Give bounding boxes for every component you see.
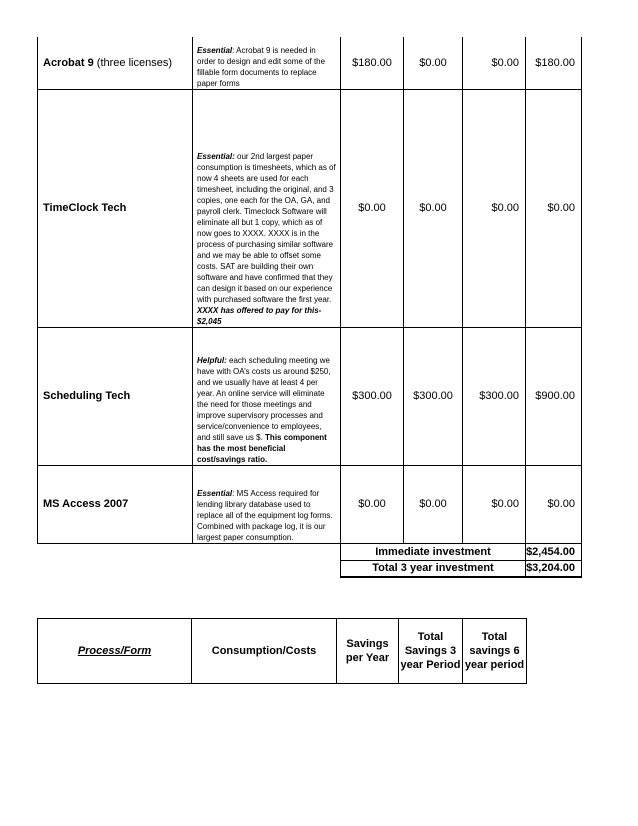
item-value: $0.00	[463, 89, 526, 327]
item-value: $180.00	[526, 37, 582, 89]
summary-row	[38, 543, 582, 560]
table-row	[38, 327, 582, 465]
header-savings-per-year: Savings per Year	[337, 619, 399, 684]
header-total-savings-3yr: Total Savings 3 year Period	[399, 619, 463, 684]
item-name: Acrobat 9 (three licenses)	[38, 37, 193, 89]
table-row	[38, 89, 582, 327]
three-year-investment-label: Total 3 year investment	[341, 560, 526, 577]
item-value: $300.00	[463, 327, 526, 465]
table-row	[38, 37, 582, 89]
immediate-investment-value: $2,454.00	[526, 543, 582, 560]
header-consumption-costs: Consumption/Costs	[192, 619, 337, 684]
table-row	[38, 465, 582, 543]
item-description: Helpful: each scheduling meeting we have with OA’s costs us around $250, and we usually have at least 4 per year. An online service will eliminate the need for those meetings and improve supervisory processes and service/convenience to employees, and still save us $. This component has the most beneficial cost/savings ratio.	[193, 327, 341, 465]
item-value: $0.00	[404, 465, 463, 543]
item-description: Essential: our 2nd largest paper consumption is timesheets, which as of now 4 sheets are used for each timesheet, including the original, and 3 copies, one each for the OA, GA, and payroll clerk. Timeclock Software will eliminate all but 1 copy, which as of now goes to XXXX. XXXX is in the process of purchasing similar software and we may be able to offset some costs. SAT are building their own software and have confirmed that they can design it based on our experience with purchased software the first year. XXXX has offered to pay for this- $2,045	[193, 89, 341, 327]
summary-row	[38, 560, 582, 577]
item-value: $0.00	[463, 465, 526, 543]
item-value: $0.00	[526, 465, 582, 543]
item-description: Essential: MS Access required for lending library database used to replace all of the equipment log forms. Combined with package log, it is our largest paper consumption.	[193, 465, 341, 543]
item-value: $180.00	[341, 37, 404, 89]
item-name: TimeClock Tech	[38, 89, 193, 327]
item-description: Essential: Acrobat 9 is needed in order to design and edit some of the fillable form documents to replace paper forms	[193, 37, 341, 89]
header-total-savings-6yr: Total savings 6 year period	[463, 619, 527, 684]
item-value: $300.00	[404, 327, 463, 465]
item-name: Scheduling Tech	[38, 327, 193, 465]
header-process-form: Process/Form	[38, 619, 192, 684]
item-value: $0.00	[463, 37, 526, 89]
item-value: $900.00	[526, 327, 582, 465]
item-value: $0.00	[341, 89, 404, 327]
item-value: $300.00	[341, 327, 404, 465]
item-value: $0.00	[404, 89, 463, 327]
item-value: $0.00	[341, 465, 404, 543]
three-year-investment-value: $3,204.00	[526, 560, 582, 577]
savings-table	[37, 618, 527, 684]
investment-table	[37, 37, 582, 578]
immediate-investment-label: Immediate investment	[341, 543, 526, 560]
item-name: MS Access 2007	[38, 465, 193, 543]
table-header-row	[38, 619, 527, 684]
item-value: $0.00	[404, 37, 463, 89]
item-value: $0.00	[526, 89, 582, 327]
